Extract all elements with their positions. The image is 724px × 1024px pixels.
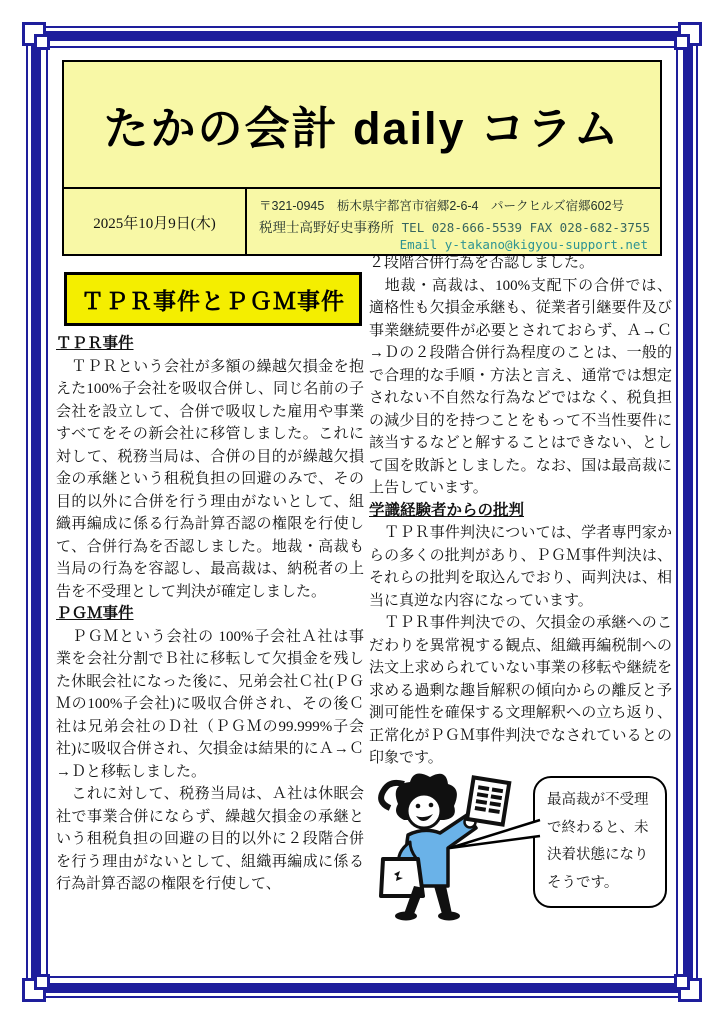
speech-bubble-tail [446, 816, 542, 864]
office-address: 〒321-0945 栃木県宇都宮市宿郷2-6-4 パークヒルズ宿郷602号 [259, 199, 624, 213]
article-column-right [369, 252, 672, 770]
paragraph: 地裁・高裁は、100%支配下の合併では、適格性も欠損金承継も、従業者引継要件及び事業継続要件が必要とされておらず、Ａ→Ｃ→Ｄの２段階合併行為程度のことは、一般的で合理的な手順・方法と言え、通常では想定されない不自然な行為などではなく、税負担の減少目的を持つことをもって不当性要件に該当するなどと解することはできない、として国を敗訴としました。なお、国は最高裁に上告しています。 [369, 277, 672, 496]
article-headline: ＴＰＲ事件とＰＧＭ事件 [64, 272, 362, 326]
paragraph: ２段階合併行為を否認しました。 [369, 255, 595, 271]
paragraph: ＴＰＲ事件判決での、欠損金の承継へのこだわりを異常視する観点、組織再編税制への法文上求められていない事業の移転や継続を求める過剰な趣旨解釈の傾向からの離反と予測可能性を確保する文理解釈への立ち返り、正常化がＰＧＭ事件判決でなされているとの印象です。 [369, 615, 672, 766]
office-tel-fax: TEL 028-666-5539 FAX 028-682-3755 [401, 219, 650, 235]
article-column-left [56, 333, 364, 896]
border-corner-ornament [34, 34, 50, 50]
issue-date: 2025年10月9日(木) [93, 216, 216, 232]
section-heading-pgm: ＰＧＭ事件 [56, 605, 134, 622]
newsletter-title: たかの会計 daily コラム [103, 103, 621, 154]
paragraph: ＴＰＲ事件判決については、学者専門家からの多くの批判があり、ＰＧＭ事件判決は、それらの批判を取込んでおり、両判決は、相当に真逆な内容になっています。 [369, 525, 672, 609]
office-name-tel-row [259, 216, 650, 236]
section-heading-tpr: ＴＰＲ事件 [56, 335, 134, 352]
paragraph: これに対して、税務当局は、Ａ社は休眠会社で事業合併にならず、繰越欠損金の承継という租税負担の回避の目的以外に２段階合併を行う理由がないとして、組織再編成に係る行為計算否認の権限を行使して、 [56, 786, 364, 892]
office-name: 税理士高野好史事務所 [259, 219, 394, 235]
section-heading-critics: 学識経験者からの批判 [369, 501, 525, 519]
masthead [62, 60, 662, 256]
border-corner-ornament [34, 974, 50, 990]
paragraph: ＰＧＭという会社の 100%子会社Ａ社は事業を会社分割でＢ社に移転して欠損金を残した休眠会社になった後に、兄弟会社Ｃ社(ＰＧＭの100%子会社)に吸収合併され、その後Ｃ社は兄弟会社のＤ社（ＰＧＭの99.999%子会社)に吸収合併され、欠損金は結果的にＡ→Ｃ→Ｄと移転しました。 [56, 628, 364, 780]
office-email: Email y-takano@kigyou-support.net [399, 237, 648, 252]
border-corner-ornament [674, 974, 690, 990]
speech-bubble: 最高裁が不受理で終わると、未決着状態になりそうです。 [533, 776, 667, 908]
masthead-info-row [64, 187, 660, 256]
paragraph: ＴＰＲという会社が多額の繰越欠損金を抱えた100%子会社を吸収合併し、同じ名前の子会社を設立して、合併で吸収した雇用や事業すべてをその新会社に移管しました。これに対して、税務当局は、合併の目的が繰越欠損金の承継という租税負担の回避のみで、その目的以外に合併を行う理由がないとして、組織再編成に係る行為計算否認の権限を行使して、合併行為を否認しました。地裁・高裁も当局の行為を容認し、最高裁は、納税者の上告を不受理として判決が確定しました。 [56, 358, 364, 600]
office-contact-block [245, 189, 660, 256]
border-corner-ornament [674, 34, 690, 50]
